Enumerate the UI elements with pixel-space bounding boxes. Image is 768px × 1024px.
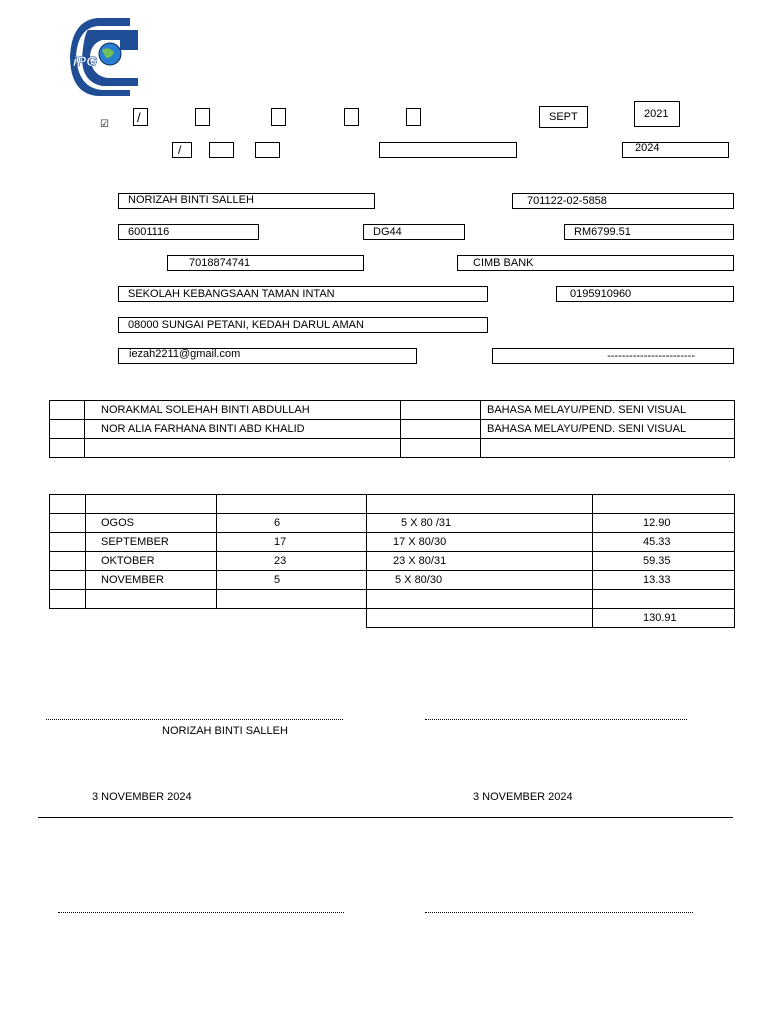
claim-days: 6 [217, 514, 367, 533]
table-header-row [50, 495, 735, 514]
year-field[interactable]: 2021 [634, 101, 680, 127]
date-box-2[interactable] [209, 142, 234, 158]
date-box-1[interactable]: / [172, 142, 192, 158]
option-box-1[interactable]: / [133, 108, 148, 126]
student-subject [481, 439, 735, 458]
blank-field[interactable] [379, 142, 517, 158]
claim-amount: 12.90 [593, 514, 735, 533]
student-name: NOR ALIA FARHANA BINTI ABD KHALID [85, 420, 401, 439]
ic-field[interactable]: 701122-02-5858 [512, 193, 734, 209]
signature-line-left [46, 719, 343, 720]
signature-line-right-2 [425, 912, 693, 913]
signature-date-right: 3 NOVEMBER 2024 [473, 791, 573, 803]
student-name: NORAKMAL SOLEHAH BINTI ABDULLAH [85, 401, 401, 420]
students-table [49, 400, 735, 458]
check-icon: ☑ [100, 119, 109, 130]
table-row [50, 571, 735, 590]
signer-name: NORIZAH BINTI SALLEH [162, 725, 288, 737]
salary-field[interactable]: RM6799.51 [564, 224, 734, 240]
claim-amount: 45.33 [593, 533, 735, 552]
claims-table [49, 494, 735, 628]
table-row [50, 552, 735, 571]
section-divider [38, 817, 733, 818]
claim-amount: 59.35 [593, 552, 735, 571]
email-field[interactable]: iezah2211@gmail.com [118, 348, 417, 364]
claim-amount: 13.33 [593, 571, 735, 590]
claim-calc: 5 X 80 /31 [367, 514, 593, 533]
grade-field[interactable]: DG44 [363, 224, 465, 240]
table-row [50, 514, 735, 533]
ipg-logo [68, 16, 140, 98]
student-subject: BAHASA MELAYU/PEND. SENI VISUAL [481, 420, 735, 439]
table-row [50, 590, 735, 609]
claim-calc: 23 X 80/31 [367, 552, 593, 571]
address-field[interactable]: 08000 SUNGAI PETANI, KEDAH DARUL AMAN [118, 317, 488, 333]
student-subject: BAHASA MELAYU/PEND. SENI VISUAL [481, 401, 735, 420]
signature-date-left: 3 NOVEMBER 2024 [92, 791, 192, 803]
signature-line-right [425, 719, 687, 720]
table-row [50, 401, 735, 420]
signature-line-left-2 [58, 912, 344, 913]
option-box-5[interactable] [406, 108, 421, 126]
bank-field[interactable]: CIMB BANK [457, 255, 734, 271]
phone-field[interactable]: 0195910960 [556, 286, 734, 302]
claim-month: NOVEMBER [86, 571, 217, 590]
claim-calc: 17 X 80/30 [367, 533, 593, 552]
claim-month: OKTOBER [86, 552, 217, 571]
total-row [50, 609, 735, 628]
option-box-4[interactable] [344, 108, 359, 126]
claim-calc: 5 X 80/30 [367, 571, 593, 590]
name-field[interactable]: NORIZAH BINTI SALLEH [118, 193, 375, 209]
claim-month: OGOS [86, 514, 217, 533]
claim-month: SEPTEMBER [86, 533, 217, 552]
table-row [50, 533, 735, 552]
total-amount: 130.91 [593, 609, 735, 628]
svg-text:iPG: iPG [73, 53, 98, 69]
school-field[interactable]: SEKOLAH KEBANGSAAN TAMAN INTAN [118, 286, 488, 302]
id-field[interactable]: 6001116 [118, 224, 259, 240]
other-field[interactable]: ------------------------ [492, 348, 734, 364]
claim-days: 23 [217, 552, 367, 571]
table-row [50, 439, 735, 458]
month-field[interactable]: SEPT [539, 106, 588, 128]
account-field[interactable]: 7018874741 [167, 255, 364, 271]
option-box-2[interactable] [195, 108, 210, 126]
student-name [85, 439, 401, 458]
claim-days: 5 [217, 571, 367, 590]
year2-field[interactable]: 2024 [622, 142, 729, 158]
date-box-3[interactable] [255, 142, 280, 158]
table-row [50, 420, 735, 439]
option-box-3[interactable] [271, 108, 286, 126]
claim-days: 17 [217, 533, 367, 552]
